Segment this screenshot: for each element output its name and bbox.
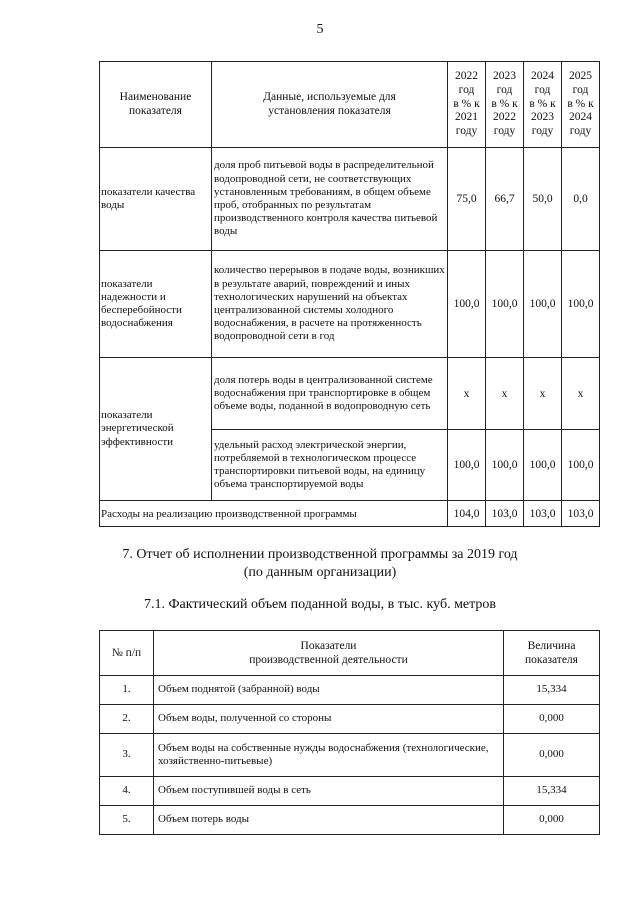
table-row xyxy=(100,806,600,835)
table-row xyxy=(100,734,600,777)
value-cell: 50,0 xyxy=(524,148,562,251)
row-value: 0,000 xyxy=(504,734,600,777)
header-year-2022: 2022 год в % к 2021 году xyxy=(448,62,486,148)
row-indicator: Объем поднятой (забранной) воды xyxy=(154,676,504,705)
indicator-group-name: показатели качества воды xyxy=(100,148,212,251)
row-indicator: Объем воды на собственные нужды водоснабжения (технологические, хозяйственно-питьевые) xyxy=(154,734,504,777)
indicator-description: доля потерь воды в централизованной системе водоснабжения при транспортировке в общем объеме воды, поданной в водопроводную сеть xyxy=(212,358,448,430)
table-row xyxy=(100,148,600,251)
total-value-cell: 103,0 xyxy=(562,501,600,527)
header-indicators: Показатели производственной деятельности xyxy=(154,631,504,676)
indicator-description: доля проб питьевой воды в распределительной водопроводной сети, не соответствующих установленным требованиям, в общем объеме проб, отобранных по результатам производственного контроля качества питьевой воды xyxy=(212,148,448,251)
header-number: № п/п xyxy=(100,631,154,676)
value-cell: 66,7 xyxy=(486,148,524,251)
program-indicators-table xyxy=(99,61,600,527)
row-number: 2. xyxy=(100,705,154,734)
header-year-2024: 2024 год в % к 2023 году xyxy=(524,62,562,148)
table-row xyxy=(100,777,600,806)
value-cell: х xyxy=(486,358,524,430)
value-cell: 100,0 xyxy=(448,430,486,501)
row-indicator: Объем воды, полученной со стороны xyxy=(154,705,504,734)
row-indicator: Объем поступившей воды в сеть xyxy=(154,777,504,806)
table-row xyxy=(100,676,600,705)
value-cell: х xyxy=(524,358,562,430)
row-value: 15,334 xyxy=(504,777,600,806)
header-value: Величина показателя xyxy=(504,631,600,676)
indicator-description: удельный расход электрической энергии, потребляемой в технологическом процессе транспортировки питьевой воды, на единицу объема транспортируемой воды xyxy=(212,430,448,501)
row-number: 3. xyxy=(100,734,154,777)
row-indicator: Объем потерь воды xyxy=(154,806,504,835)
row-number: 4. xyxy=(100,777,154,806)
table-header-row xyxy=(100,62,600,148)
total-value-cell: 104,0 xyxy=(448,501,486,527)
total-value-cell: 103,0 xyxy=(486,501,524,527)
value-cell: 0,0 xyxy=(562,148,600,251)
header-year-2023: 2023 год в % к 2022 году xyxy=(486,62,524,148)
header-year-2025: 2025 год в % к 2024 году xyxy=(562,62,600,148)
total-label: Расходы на реализацию производственной программы xyxy=(100,501,448,527)
total-value-cell: 103,0 xyxy=(524,501,562,527)
indicator-description: количество перерывов в подаче воды, возникших в результате аварий, повреждений и иных технологических нарушений на объектах централизованной системы холодного водоснабжения, в расчете на протяженность водопроводной сети в год xyxy=(212,251,448,358)
value-cell: 100,0 xyxy=(562,251,600,358)
table-row xyxy=(100,705,600,734)
value-cell: 75,0 xyxy=(448,148,486,251)
row-value: 0,000 xyxy=(504,705,600,734)
row-value: 15,334 xyxy=(504,676,600,705)
value-cell: 100,0 xyxy=(524,430,562,501)
header-source-data: Данные, используемые для установления показателя xyxy=(212,62,448,148)
value-cell: х xyxy=(562,358,600,430)
total-row xyxy=(100,501,600,527)
row-value: 0,000 xyxy=(504,806,600,835)
value-cell: 100,0 xyxy=(562,430,600,501)
header-indicator-name: Наименование показателя xyxy=(100,62,212,148)
indicator-group-name: показатели энергетической эффективности xyxy=(100,358,212,501)
value-cell: 100,0 xyxy=(524,251,562,358)
value-cell: 100,0 xyxy=(448,251,486,358)
row-number: 1. xyxy=(100,676,154,705)
table-row xyxy=(100,358,600,430)
table-row xyxy=(100,251,600,358)
water-volume-table xyxy=(99,630,600,835)
row-number: 5. xyxy=(100,806,154,835)
indicator-group-name: показатели надежности и бесперебойности водоснабжения xyxy=(100,251,212,358)
table-header-row xyxy=(100,631,600,676)
value-cell: 100,0 xyxy=(486,430,524,501)
section-7-1-title: 7.1. Фактический объем поданной воды, в тыс. куб. метров xyxy=(143,597,497,612)
value-cell: 100,0 xyxy=(486,251,524,358)
page-number: 5 xyxy=(316,22,324,37)
section-7-title: 7. Отчет об исполнении производственной программы за 2019 год (по данным организации) xyxy=(122,547,518,580)
value-cell: х xyxy=(448,358,486,430)
